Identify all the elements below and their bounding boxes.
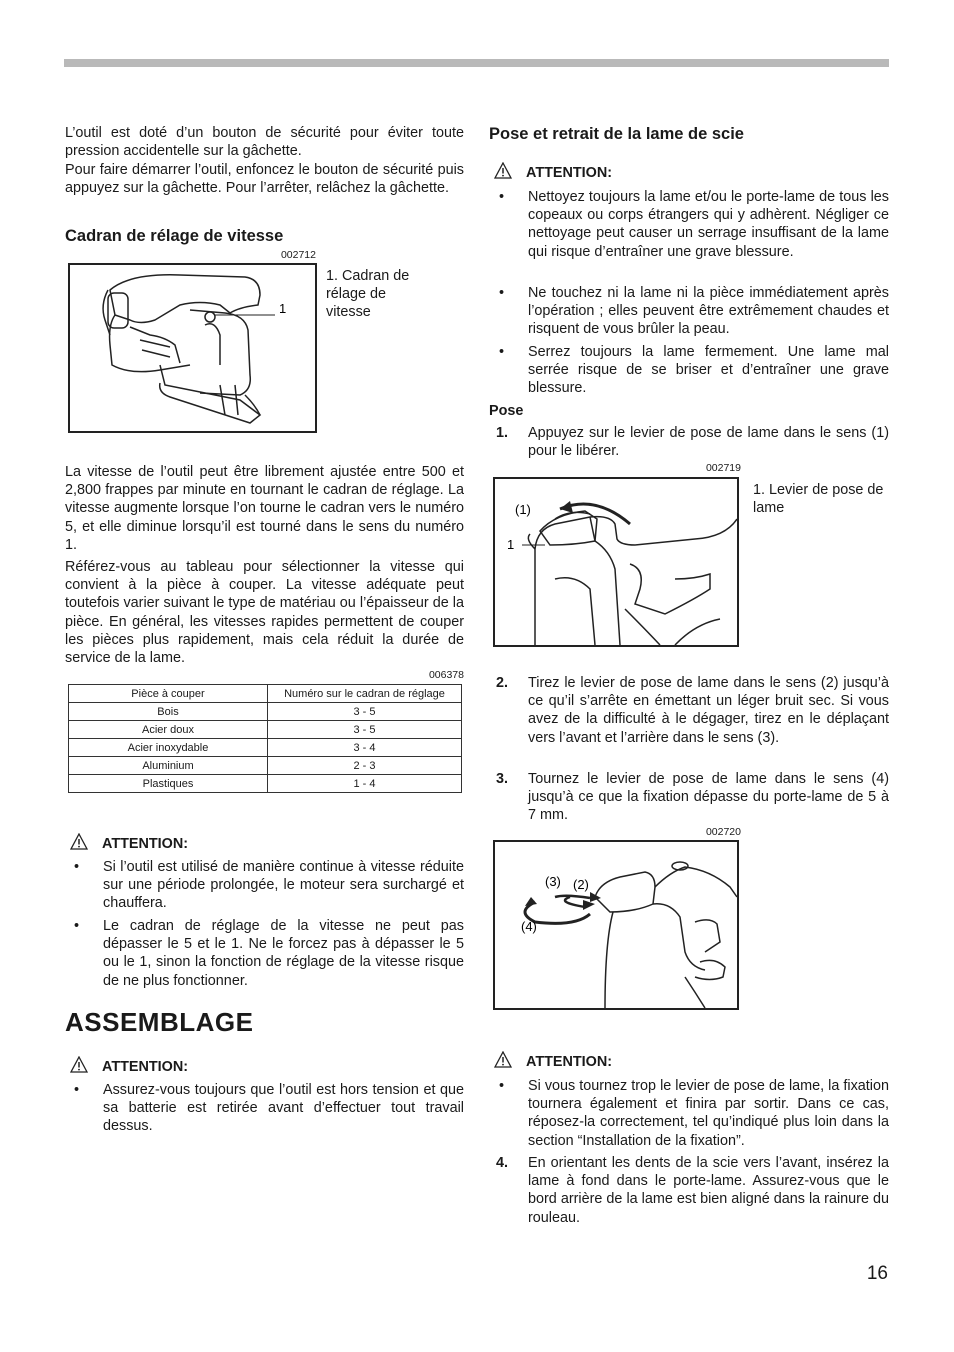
table-row xyxy=(69,703,462,721)
direction-label: (3) xyxy=(545,874,561,889)
lever-rotate-illustration xyxy=(495,842,737,1008)
page-number: 16 xyxy=(866,1263,888,1284)
list-item: • Serrez toujours la lame fermement. Une lame mal serrée risque de se briser et d’entraîner une grave blessure. xyxy=(499,344,889,397)
speed-paragraph-2: Référez-vous au tableau pour sélectionner la vitesse qui convient à la pièce à couper. La vitesse adéquate peut toutefois varier suivant le type de matériau ou l’épaisseur de la pièce. En général, les vitesses rapides permettent de couper les pièces plus rapidement, mais cela réduit la durée de service de la lame. xyxy=(65,559,464,667)
blade-lever-rotate-figure xyxy=(493,840,739,1010)
step-number: 3. xyxy=(496,771,509,787)
attention-text: ATTENTION: xyxy=(102,1059,189,1075)
attention-label xyxy=(526,165,612,181)
header-rule xyxy=(64,59,889,67)
bullet-text: Si l’outil est utilisé de manière continue à vitesse réduite sur une période prolongée, le moteur sera surchargé et chauffera. xyxy=(103,859,464,912)
table-cell: Aluminium xyxy=(69,757,268,775)
table-cell: Plastiques xyxy=(69,775,268,793)
step-number: 1. xyxy=(496,425,509,441)
table-row xyxy=(69,775,462,793)
step-1 xyxy=(496,424,889,460)
attention-text: ATTENTION: xyxy=(526,165,613,181)
table-cell: 3 - 4 xyxy=(268,739,462,757)
speed-dial-caption: 1. Cadran de rélage de vitesse xyxy=(326,268,410,321)
table-cell: 1 - 4 xyxy=(268,775,462,793)
figure-callout: 1 xyxy=(507,537,515,552)
warning-icon xyxy=(70,833,88,850)
list-item: • Si l’outil est utilisé de manière continue à vitesse réduite sur une période prolongée, le moteur sera surchargé et chauffera. xyxy=(74,859,464,912)
speed-dial-figure xyxy=(68,263,317,433)
blade-lever-caption: 1. Levier de pose de lame xyxy=(753,482,884,517)
list-item: • Ne touchez ni la lame ni la pièce immédiatement après l’opération ; elles peuvent être extrêmement chaudes et risquent de vous brûler la peau. xyxy=(499,285,889,338)
speed-paragraph-1: La vitesse de l’outil peut être librement ajustée entre 500 et 2,800 frappes par minute en tournant le cadran de réglage. La vitesse augmente lorsque l’on tourne le cadran vers le numéro 5, et elle diminue lorsqu’il est tourné dans le sens du numéro 1. xyxy=(65,464,464,553)
warning-icon xyxy=(70,1056,88,1073)
step-3 xyxy=(496,770,889,825)
step-text: Appuyez sur le levier de pose de lame dans le sens (1) pour le libérer. xyxy=(528,425,889,460)
jigsaw-illustration xyxy=(70,265,315,431)
table-header: Pièce à couper xyxy=(69,685,268,703)
bullet-text: Nettoyez toujours la lame et/ou le porte-lame de tous les copeaux ou corps étrangers qui y adhèrent. Négliger ce nettoyage peut causer un serrage insuffisant de la lame qui risque d’entraîner une grave blessure. xyxy=(528,189,889,260)
attention-label xyxy=(526,1054,612,1070)
speed-dial-heading: Cadran de rélage de vitesse xyxy=(65,227,284,245)
intro-paragraph-2: Pour faire démarrer l’outil, enfoncez le bouton de sécurité puis appuyez sur la gâchette. Pour l’arrêter, relâchez la gâchette. xyxy=(65,162,464,197)
attention-label xyxy=(102,836,188,852)
table-cell: 2 - 3 xyxy=(268,757,462,775)
speed-table xyxy=(68,684,462,793)
direction-label: (1) xyxy=(515,502,531,517)
bullet-text: Si vous tournez trop le levier de pose de lame, la fixation tournera également et finira par sortir. Dans ce cas, réposez-la correctement, tel qu’indiqué plus loin dans la section “Installation de la fixation”. xyxy=(528,1078,889,1149)
figure-code: 002712 xyxy=(280,249,316,261)
list-item: • Nettoyez toujours la lame et/ou le porte-lame de tous les copeaux ou corps étrangers qui y adhèrent. Négliger ce nettoyage peut causer un serrage insuffisant de la lame qui risque d’entraîner une grave blessure. xyxy=(499,189,889,260)
direction-label: (2) xyxy=(573,877,589,892)
table-cell: Acier doux xyxy=(69,721,268,739)
warning-icon xyxy=(494,162,512,179)
step-4 xyxy=(496,1154,889,1227)
pose-label: Pose xyxy=(489,403,524,419)
table-header-row xyxy=(69,685,462,703)
lever-release-illustration xyxy=(495,479,737,645)
blade-lever-figure xyxy=(493,477,739,647)
bullet-text: Ne touchez ni la lame ni la pièce immédiatement après l’opération ; elles peuvent être extrêmement chaudes et risquent de vous brûler la peau. xyxy=(528,285,889,338)
table-code: 006378 xyxy=(428,669,464,681)
step-number: 2. xyxy=(496,675,509,691)
table-row xyxy=(69,739,462,757)
figure-code: 002719 xyxy=(705,462,741,474)
step-text: Tournez le levier de pose de lame dans le sens (4) jusqu’à ce que la fixation dépasse du porte-lame de 5 à 7 mm. xyxy=(528,771,889,824)
figure-code: 002720 xyxy=(705,826,741,838)
step-text: Tirez le levier de pose de lame dans le sens (2) jusqu’à ce qu’il s’arrête en émettant un léger bruit sec. Si vous avez de la difficulté à le dégager, tirez en le déplaçant vers l’avant et l’arrière dans le sens (3). xyxy=(528,675,889,746)
table-row xyxy=(69,757,462,775)
attention-text: ATTENTION: xyxy=(526,1054,613,1070)
intro-paragraph-1: L’outil est doté d’un bouton de sécurité pour éviter toute pression accidentelle sur la gâchette. xyxy=(65,125,464,160)
warning-icon xyxy=(494,1051,512,1068)
figure-callout: 1 xyxy=(279,301,287,316)
table-cell: 3 - 5 xyxy=(268,721,462,739)
step-2 xyxy=(496,674,889,747)
table-row xyxy=(69,721,462,739)
list-item: • Le cadran de réglage de la vitesse ne peut pas dépasser le 5 et le 1. Ne le forcez pas à dépasser le 5 ou le 1, sinon la fonction de réglage de la vitesse risque de ne plus fonctionner. xyxy=(74,918,464,989)
table-cell: Bois xyxy=(69,703,268,721)
step-text: En orientant les dents de la scie vers l’avant, insérez la lame à fond dans le porte-lame. Assurez-vous que le bord arrière de la lame est bien aligné dans la rainure du rouleau. xyxy=(528,1155,889,1226)
attention-label xyxy=(102,1059,188,1075)
section-title: ASSEMBLAGE xyxy=(65,1007,254,1037)
blade-heading: Pose et retrait de la lame de scie xyxy=(489,125,744,143)
attention-text: ATTENTION: xyxy=(102,836,189,852)
step-number: 4. xyxy=(496,1155,509,1171)
table-cell: 3 - 5 xyxy=(268,703,462,721)
bullet-text: Le cadran de réglage de la vitesse ne peut pas dépasser le 5 et le 1. Ne le forcez pas à dépasser le 5 ou le 1, sinon la fonction de réglage de la vitesse risque de ne plus fonctionner. xyxy=(103,918,464,989)
bullet-text: Assurez-vous toujours que l’outil est hors tension et que sa batterie est retirée avant d’effectuer tout travail dessus. xyxy=(103,1082,464,1135)
table-cell: Acier inoxydable xyxy=(69,739,268,757)
list-item: • Assurez-vous toujours que l’outil est hors tension et que sa batterie est retirée avant d’effectuer tout travail dessus. xyxy=(74,1082,464,1135)
list-item: • Si vous tournez trop le levier de pose de lame, la fixation tournera également et finira par sortir. Dans ce cas, réposez-la correctement, tel qu’indiqué plus loin dans la section “Installation de la fixation”. xyxy=(499,1078,889,1149)
bullet-text: Serrez toujours la lame fermement. Une lame mal serrée risque de se briser et d’entraîner une grave blessure. xyxy=(528,344,889,397)
direction-label: (4) xyxy=(521,919,537,934)
table-header: Numéro sur le cadran de réglage xyxy=(268,685,462,703)
